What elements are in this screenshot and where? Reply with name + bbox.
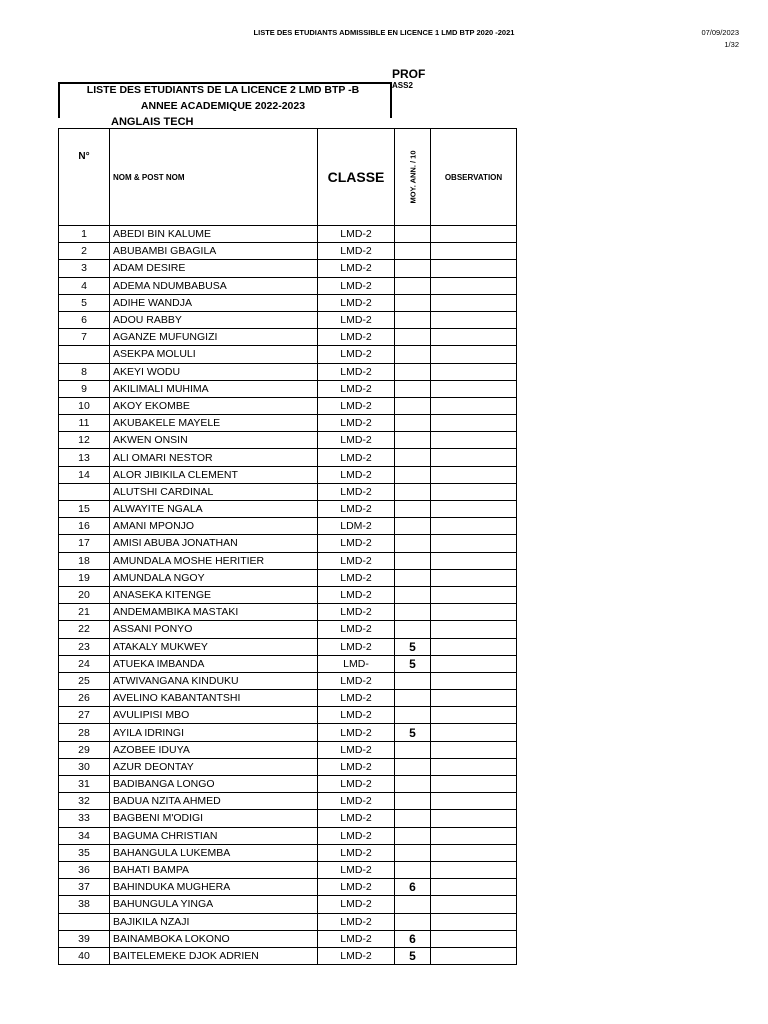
row-number xyxy=(59,483,110,500)
observation xyxy=(431,466,517,483)
annual-average xyxy=(395,741,431,758)
row-number: 7 xyxy=(59,329,110,346)
annual-average xyxy=(395,844,431,861)
annual-average xyxy=(395,277,431,294)
annual-average xyxy=(395,483,431,500)
row-number: 37 xyxy=(59,879,110,896)
observation xyxy=(431,518,517,535)
student-name: BAHATI BAMPA xyxy=(110,861,318,878)
student-class: LMD-2 xyxy=(318,311,395,328)
observation xyxy=(431,638,517,655)
annual-average: 6 xyxy=(395,879,431,896)
table-row xyxy=(59,861,517,878)
annual-average xyxy=(395,449,431,466)
row-number: 3 xyxy=(59,260,110,277)
table-row xyxy=(59,483,517,500)
student-name: BAHINDUKA MUGHERA xyxy=(110,879,318,896)
annual-average xyxy=(395,776,431,793)
table-row xyxy=(59,844,517,861)
observation xyxy=(431,501,517,518)
student-class: LMD-2 xyxy=(318,672,395,689)
observation xyxy=(431,655,517,672)
student-class: LMD-2 xyxy=(318,449,395,466)
annual-average xyxy=(395,466,431,483)
header-average-label: MOY. ANN. / 10 xyxy=(408,150,417,204)
annual-average xyxy=(395,243,431,260)
annual-average xyxy=(395,535,431,552)
header-number: N° xyxy=(59,129,110,226)
table-header-row xyxy=(59,129,517,226)
table-row xyxy=(59,947,517,964)
table-row xyxy=(59,363,517,380)
annual-average xyxy=(395,415,431,432)
row-number: 10 xyxy=(59,397,110,414)
observation xyxy=(431,827,517,844)
observation xyxy=(431,690,517,707)
prof-label: PROF xyxy=(392,67,426,81)
student-class: LMD-2 xyxy=(318,690,395,707)
row-number: 21 xyxy=(59,604,110,621)
student-class: LMD-2 xyxy=(318,724,395,741)
annual-average: 5 xyxy=(395,724,431,741)
student-name: BAITELEMEKE DJOK ADRIEN xyxy=(110,947,318,964)
table-row xyxy=(59,260,517,277)
row-number: 5 xyxy=(59,294,110,311)
student-name: AMUNDALA MOSHE HERITIER xyxy=(110,552,318,569)
student-name: AMANI MPONJO xyxy=(110,518,318,535)
table-row xyxy=(59,346,517,363)
observation xyxy=(431,432,517,449)
student-name: AGANZE MUFUNGIZI xyxy=(110,329,318,346)
row-number: 16 xyxy=(59,518,110,535)
student-name: ALI OMARI NESTOR xyxy=(110,449,318,466)
academic-year: ANNEE ACADEMIQUE 2022-2023 xyxy=(140,100,306,112)
student-class: LMD-2 xyxy=(318,260,395,277)
table-row xyxy=(59,604,517,621)
document-header-title: LISTE DES ETUDIANTS ADMISSIBLE EN LICENCE 1 LMD BTP 2020 -2021 xyxy=(253,28,515,37)
course-subject: ANGLAIS TECH xyxy=(111,116,194,128)
observation xyxy=(431,311,517,328)
row-number: 20 xyxy=(59,586,110,603)
row-number xyxy=(59,346,110,363)
observation xyxy=(431,449,517,466)
row-number xyxy=(59,913,110,930)
observation xyxy=(431,741,517,758)
annual-average xyxy=(395,226,431,243)
row-number: 39 xyxy=(59,930,110,947)
student-name: AMISI ABUBA JONATHAN xyxy=(110,535,318,552)
annual-average xyxy=(395,861,431,878)
student-name: BAJIKILA NZAJI xyxy=(110,913,318,930)
student-name: BADUA NZITA AHMED xyxy=(110,793,318,810)
table-row xyxy=(59,501,517,518)
row-number: 27 xyxy=(59,707,110,724)
table-row xyxy=(59,707,517,724)
table-row xyxy=(59,294,517,311)
observation xyxy=(431,380,517,397)
row-number: 35 xyxy=(59,844,110,861)
student-class: LMD-2 xyxy=(318,483,395,500)
student-class: LMD-2 xyxy=(318,501,395,518)
student-name: ANASEKA KITENGE xyxy=(110,586,318,603)
row-number: 9 xyxy=(59,380,110,397)
student-class: LMD-2 xyxy=(318,879,395,896)
table-row xyxy=(59,311,517,328)
table-row xyxy=(59,518,517,535)
annual-average xyxy=(395,569,431,586)
observation xyxy=(431,776,517,793)
observation xyxy=(431,930,517,947)
annual-average xyxy=(395,707,431,724)
row-number: 14 xyxy=(59,466,110,483)
student-class: LMD-2 xyxy=(318,466,395,483)
student-name: ALUTSHI CARDINAL xyxy=(110,483,318,500)
annual-average xyxy=(395,380,431,397)
student-name: ADIHE WANDJA xyxy=(110,294,318,311)
table-row xyxy=(59,724,517,741)
annual-average xyxy=(395,896,431,913)
observation xyxy=(431,861,517,878)
annual-average xyxy=(395,586,431,603)
observation xyxy=(431,844,517,861)
students-table xyxy=(58,128,517,965)
table-row xyxy=(59,621,517,638)
annual-average xyxy=(395,604,431,621)
row-number: 2 xyxy=(59,243,110,260)
student-name: BAGUMA CHRISTIAN xyxy=(110,827,318,844)
table-row xyxy=(59,672,517,689)
table-row xyxy=(59,432,517,449)
annual-average xyxy=(395,621,431,638)
annual-average xyxy=(395,432,431,449)
student-name: BAHUNGULA YINGA xyxy=(110,896,318,913)
student-name: ADEMA NDUMBABUSA xyxy=(110,277,318,294)
row-number: 18 xyxy=(59,552,110,569)
observation xyxy=(431,346,517,363)
table-row xyxy=(59,449,517,466)
observation xyxy=(431,896,517,913)
row-number: 32 xyxy=(59,793,110,810)
student-class: LMD-2 xyxy=(318,844,395,861)
student-class: LDM-2 xyxy=(318,518,395,535)
annual-average xyxy=(395,690,431,707)
observation xyxy=(431,226,517,243)
table-row xyxy=(59,913,517,930)
table-row xyxy=(59,758,517,775)
annual-average: 6 xyxy=(395,930,431,947)
row-number: 30 xyxy=(59,758,110,775)
annual-average xyxy=(395,260,431,277)
table-row xyxy=(59,329,517,346)
student-class: LMD-2 xyxy=(318,810,395,827)
table-row xyxy=(59,586,517,603)
student-class: LMD-2 xyxy=(318,947,395,964)
student-name: ANDEMAMBIKA MASTAKI xyxy=(110,604,318,621)
table-row xyxy=(59,552,517,569)
annual-average xyxy=(395,294,431,311)
print-date: 07/09/2023 xyxy=(701,28,739,37)
student-class: LMD-2 xyxy=(318,621,395,638)
student-class: LMD-2 xyxy=(318,226,395,243)
table-row xyxy=(59,243,517,260)
row-number: 6 xyxy=(59,311,110,328)
row-number: 31 xyxy=(59,776,110,793)
observation xyxy=(431,294,517,311)
annual-average: 5 xyxy=(395,947,431,964)
student-class: LMD-2 xyxy=(318,329,395,346)
observation xyxy=(431,879,517,896)
student-class: LMD-2 xyxy=(318,535,395,552)
student-name: BADIBANGA LONGO xyxy=(110,776,318,793)
table-row xyxy=(59,415,517,432)
table-row xyxy=(59,380,517,397)
table-row xyxy=(59,776,517,793)
table-row xyxy=(59,277,517,294)
table-row xyxy=(59,569,517,586)
row-number: 4 xyxy=(59,277,110,294)
table-row xyxy=(59,930,517,947)
table-row xyxy=(59,810,517,827)
header-name: NOM & POST NOM xyxy=(110,129,318,226)
observation xyxy=(431,947,517,964)
student-name: AVELINO KABANTANTSHI xyxy=(110,690,318,707)
student-class: LMD-2 xyxy=(318,277,395,294)
annual-average xyxy=(395,913,431,930)
student-class: LMD-2 xyxy=(318,861,395,878)
annual-average xyxy=(395,397,431,414)
student-name: AVULIPISI MBO xyxy=(110,707,318,724)
student-class: LMD-2 xyxy=(318,586,395,603)
row-number: 26 xyxy=(59,690,110,707)
annual-average xyxy=(395,758,431,775)
student-class: LMD-2 xyxy=(318,707,395,724)
table-row xyxy=(59,741,517,758)
row-number: 25 xyxy=(59,672,110,689)
assistant-label: ASS2 xyxy=(392,81,413,90)
document-header-meta xyxy=(701,27,739,51)
header-average xyxy=(395,129,431,226)
student-name: AZOBEE IDUYA xyxy=(110,741,318,758)
student-class: LMD-2 xyxy=(318,432,395,449)
annual-average xyxy=(395,363,431,380)
student-class: LMD-2 xyxy=(318,827,395,844)
student-class: LMD-2 xyxy=(318,397,395,414)
row-number: 12 xyxy=(59,432,110,449)
student-name: AMUNDALA NGOY xyxy=(110,569,318,586)
student-class: LMD-2 xyxy=(318,741,395,758)
row-number: 28 xyxy=(59,724,110,741)
row-number: 1 xyxy=(59,226,110,243)
student-class: LMD-2 xyxy=(318,294,395,311)
row-number: 33 xyxy=(59,810,110,827)
student-class: LMD-2 xyxy=(318,243,395,260)
annual-average xyxy=(395,346,431,363)
observation xyxy=(431,810,517,827)
observation xyxy=(431,724,517,741)
observation xyxy=(431,535,517,552)
row-number: 36 xyxy=(59,861,110,878)
observation xyxy=(431,260,517,277)
observation xyxy=(431,569,517,586)
observation xyxy=(431,397,517,414)
student-class: LMD-2 xyxy=(318,552,395,569)
table-row xyxy=(59,827,517,844)
student-class: LMD-2 xyxy=(318,569,395,586)
table-row xyxy=(59,638,517,655)
student-name: BAGBENI M'ODIGI xyxy=(110,810,318,827)
annual-average xyxy=(395,672,431,689)
student-class: LMD-2 xyxy=(318,638,395,655)
header-observation: OBSERVATION xyxy=(431,129,517,226)
row-number: 34 xyxy=(59,827,110,844)
student-class: LMD-2 xyxy=(318,363,395,380)
student-class: LMD-2 xyxy=(318,776,395,793)
observation xyxy=(431,586,517,603)
table-row xyxy=(59,655,517,672)
table-row xyxy=(59,397,517,414)
row-number: 13 xyxy=(59,449,110,466)
row-number: 24 xyxy=(59,655,110,672)
student-class: LMD-2 xyxy=(318,380,395,397)
student-class: LMD-2 xyxy=(318,930,395,947)
row-number: 22 xyxy=(59,621,110,638)
table-row xyxy=(59,896,517,913)
student-name: ADOU RABBY xyxy=(110,311,318,328)
observation xyxy=(431,277,517,294)
student-name: BAINAMBOKA LOKONO xyxy=(110,930,318,947)
student-class: LMD-2 xyxy=(318,896,395,913)
observation xyxy=(431,758,517,775)
student-name: ALWAYITE NGALA xyxy=(110,501,318,518)
observation xyxy=(431,913,517,930)
student-name: AYILA IDRINGI xyxy=(110,724,318,741)
observation xyxy=(431,552,517,569)
annual-average xyxy=(395,518,431,535)
annual-average xyxy=(395,329,431,346)
table-row xyxy=(59,879,517,896)
observation xyxy=(431,483,517,500)
student-name: ALOR JIBIKILA CLEMENT xyxy=(110,466,318,483)
student-name: ADAM DESIRE xyxy=(110,260,318,277)
header-class: CLASSE xyxy=(318,129,395,226)
student-name: AKUBAKELE MAYELE xyxy=(110,415,318,432)
student-name: AKOY EKOMBE xyxy=(110,397,318,414)
row-number: 29 xyxy=(59,741,110,758)
row-number: 38 xyxy=(59,896,110,913)
observation xyxy=(431,621,517,638)
table-row xyxy=(59,226,517,243)
student-name: BAHANGULA LUKEMBA xyxy=(110,844,318,861)
page-number: 1/32 xyxy=(724,40,739,49)
student-name: AKILIMALI MUHIMA xyxy=(110,380,318,397)
row-number: 40 xyxy=(59,947,110,964)
student-class: LMD-2 xyxy=(318,793,395,810)
student-name: AKEYI WODU xyxy=(110,363,318,380)
observation xyxy=(431,793,517,810)
observation xyxy=(431,329,517,346)
annual-average xyxy=(395,552,431,569)
table-row xyxy=(59,690,517,707)
list-title: LISTE DES ETUDIANTS DE LA LICENCE 2 LMD BTP -B xyxy=(86,84,360,96)
student-class: LMD-2 xyxy=(318,913,395,930)
row-number: 8 xyxy=(59,363,110,380)
student-name: ABUBAMBI GBAGILA xyxy=(110,243,318,260)
student-name: ATWIVANGANA KINDUKU xyxy=(110,672,318,689)
student-name: ATAKALY MUKWEY xyxy=(110,638,318,655)
annual-average xyxy=(395,501,431,518)
student-class: LMD-2 xyxy=(318,604,395,621)
table-row xyxy=(59,466,517,483)
observation xyxy=(431,672,517,689)
row-number: 11 xyxy=(59,415,110,432)
student-name: ASSANI PONYO xyxy=(110,621,318,638)
row-number: 15 xyxy=(59,501,110,518)
annual-average: 5 xyxy=(395,655,431,672)
row-number: 19 xyxy=(59,569,110,586)
student-class: LMD-2 xyxy=(318,415,395,432)
observation xyxy=(431,604,517,621)
student-name: ASEKPA MOLULI xyxy=(110,346,318,363)
student-name: ABEDI BIN KALUME xyxy=(110,226,318,243)
student-class: LMD-2 xyxy=(318,758,395,775)
student-name: AZUR DEONTAY xyxy=(110,758,318,775)
table-row xyxy=(59,535,517,552)
observation xyxy=(431,707,517,724)
row-number: 23 xyxy=(59,638,110,655)
table-row xyxy=(59,793,517,810)
annual-average xyxy=(395,827,431,844)
row-number: 17 xyxy=(59,535,110,552)
student-class: LMD-2 xyxy=(318,346,395,363)
student-name: AKWEN ONSIN xyxy=(110,432,318,449)
observation xyxy=(431,243,517,260)
annual-average xyxy=(395,793,431,810)
annual-average: 5 xyxy=(395,638,431,655)
observation xyxy=(431,363,517,380)
observation xyxy=(431,415,517,432)
annual-average xyxy=(395,311,431,328)
annual-average xyxy=(395,810,431,827)
student-class: LMD- xyxy=(318,655,395,672)
student-name: ATUEKA IMBANDA xyxy=(110,655,318,672)
